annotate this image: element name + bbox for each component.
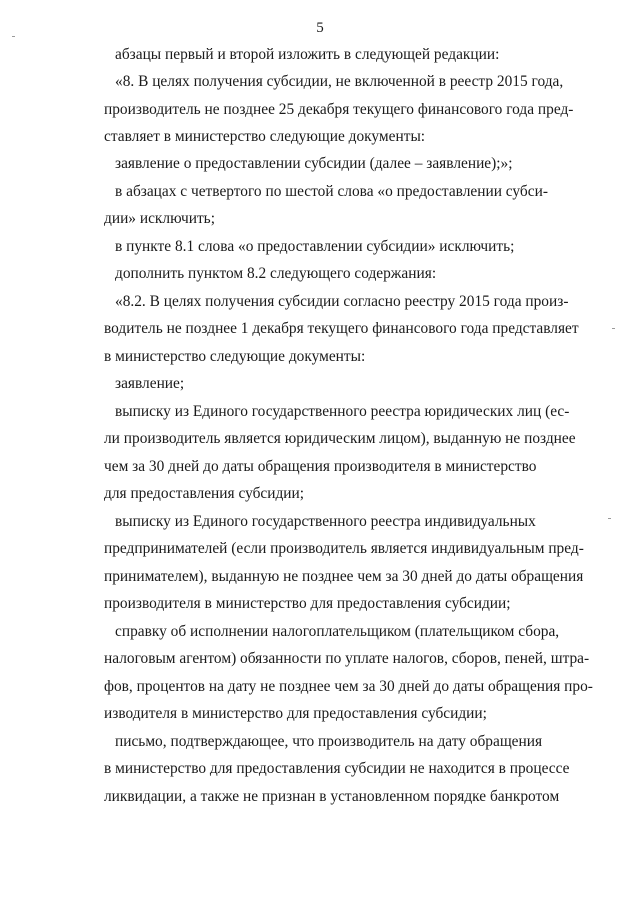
- scan-speck: [608, 518, 611, 519]
- text-line: принимателем), выданную не позднее чем за 30 дней до даты обращения: [104, 568, 584, 585]
- text-line: в министерство для предоставления субсидии не находится в процессе: [104, 760, 570, 777]
- text-line: в абзацах с четвертого по шестой слова «о предоставлении субси-: [115, 183, 548, 200]
- text-line: абзацы первый и второй изложить в следующей редакции:: [115, 46, 500, 63]
- text-line: производителя в министерство для предоставления субсидии;: [104, 595, 511, 612]
- text-line: выписку из Единого государственного реестра индивидуальных: [115, 513, 536, 530]
- text-line: заявление о предоставлении субсидии (далее – заявление);»;: [115, 155, 513, 172]
- text-line: «8.2. В целях получения субсидии согласно реестру 2015 года произ-: [115, 293, 569, 310]
- text-line: ликвидации, а также не признан в установленном порядке банкротом: [104, 788, 560, 805]
- text-line: «8. В целях получения субсидии, не включенной в реестр 2015 года,: [115, 73, 564, 90]
- text-line: изводителя в министерство для предоставления субсидии;: [104, 705, 487, 722]
- text-line: выписку из Единого государственного реестра юридических лиц (ес-: [115, 403, 570, 420]
- text-line: дополнить пунктом 8.2 следующего содержания:: [115, 265, 437, 282]
- text-line: фов, процентов на дату не позднее чем за 30 дней до даты обращения про-: [104, 678, 593, 695]
- text-line: налоговым агентом) обязанности по уплате налогов, сборов, пеней, штра-: [104, 650, 590, 667]
- text-line: ставляет в министерство следующие документы:: [104, 128, 426, 145]
- text-line: водитель не позднее 1 декабря текущего финансового года представляет: [104, 320, 579, 337]
- text-line: справку об исполнении налогоплательщиком (плательщиком сбора,: [115, 623, 560, 640]
- text-line: предпринимателей (если производитель является индивидуальным пред-: [104, 540, 584, 557]
- text-line: чем за 30 дней до даты обращения производителя в министерство: [104, 458, 537, 475]
- text-line: в пункте 8.1 слова «о предоставлении субсидии» исключить;: [115, 238, 515, 255]
- scan-speck: [12, 36, 15, 37]
- text-line: в министерство следующие документы:: [104, 348, 366, 365]
- scan-speck: [612, 328, 615, 329]
- text-line: письмо, подтверждающее, что производитель на дату обращения: [115, 733, 543, 750]
- page-number: 5: [316, 20, 324, 36]
- text-line: для предоставления субсидии;: [104, 485, 305, 502]
- text-line: заявление;: [115, 375, 185, 392]
- text-line: дии» исключить;: [104, 210, 215, 227]
- text-line: ли производитель является юридическим лицом), выданную не позднее: [104, 430, 576, 447]
- text-line: производитель не позднее 25 декабря текущего финансового года пред-: [104, 101, 574, 118]
